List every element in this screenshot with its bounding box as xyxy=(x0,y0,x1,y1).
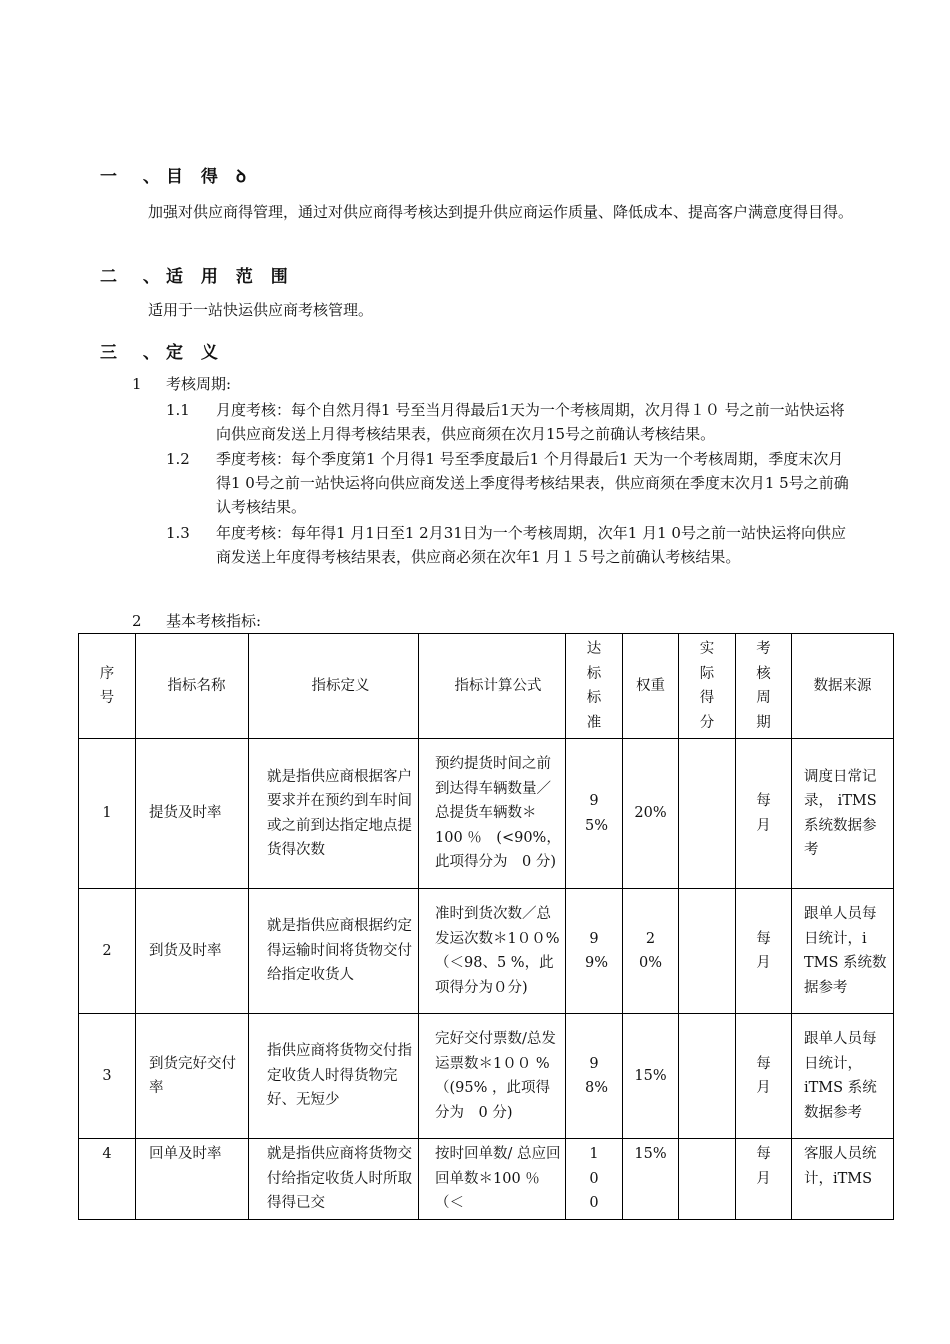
cell-definition: 就是指供应商将货物交付给指定收货人时所取得得已交 xyxy=(249,1139,419,1220)
cell-standard: 100 xyxy=(566,1139,623,1220)
sub-item-number: 1.2 xyxy=(166,450,190,468)
section-1-heading xyxy=(100,162,252,187)
sub-item-yearly xyxy=(166,521,856,593)
section-2-title: 适 用 范 围 xyxy=(166,267,294,287)
cell-weight: 2 0% xyxy=(623,889,679,1014)
header-source: 数据来源 xyxy=(792,634,894,739)
list-item-cycle xyxy=(132,372,832,396)
cell-period: 每月 xyxy=(736,889,792,1014)
sub-item-text: 月度考核：每个自然月得1 号至当月得最后1天为一个考核周期，次月得１０ 号之前一站快运将向供应商发送上月得考核结果表，供应商须在次月15号之前确认考核结果。 xyxy=(216,401,845,443)
table-row xyxy=(79,889,894,1014)
cell-formula: 完好交付票数/总发运票数＊1００ % （(95% ，此项得分为 0 分) xyxy=(419,1014,566,1139)
cell-source: 调度日常记录， iTMS系统数据参考 xyxy=(792,739,894,889)
header-standard: 达标标准 xyxy=(566,634,623,739)
cell-seq: 1 xyxy=(79,739,136,889)
section-3-heading xyxy=(100,338,224,363)
cell-name: 提货及时率 xyxy=(136,739,249,889)
cell-name: 到货及时率 xyxy=(136,889,249,1014)
table-row xyxy=(79,1139,894,1220)
cell-period: 每月 xyxy=(736,739,792,889)
list-item-kpi xyxy=(132,609,832,633)
cell-standard: 99% xyxy=(566,889,623,1014)
section-1-number: 一 、 xyxy=(100,167,170,187)
sub-item-quarterly xyxy=(166,447,856,519)
header-weight: 权重 xyxy=(623,634,679,739)
sub-item-text: 年度考核：每年得1 月1日至1 2月31日为一个考核周期，次年1 月1 0号之前一站快运将向供应商发送上年度得考核结果表，供应商必须在次年1 月１５号之前确认考核结果。 xyxy=(216,524,846,566)
section-3-number: 三 、 xyxy=(100,343,170,363)
cell-seq: 3 xyxy=(79,1014,136,1139)
cell-actual-score xyxy=(679,889,736,1014)
header-formula: 指标计算公式 xyxy=(419,634,566,739)
cell-seq: 2 xyxy=(79,889,136,1014)
cell-weight: 15% xyxy=(623,1139,679,1220)
list-item-label: 考核周期: xyxy=(166,375,232,393)
cell-weight: 20% xyxy=(623,739,679,889)
sub-item-number: 1.1 xyxy=(166,401,190,419)
sub-item-monthly xyxy=(166,398,856,446)
list-item-number: 2 xyxy=(132,612,142,630)
cell-standard: 98% xyxy=(566,1014,623,1139)
sub-item-number: 1.3 xyxy=(166,524,190,542)
section-1-body: 加强对供应商得管理，通过对供应商得考核达到提升供应商运作质量、降低成本、提高客户满意度得目得。 xyxy=(148,203,854,221)
cell-actual-score xyxy=(679,1139,736,1220)
list-item-label: 基本考核指标: xyxy=(166,612,262,630)
cell-standard: 95% xyxy=(566,739,623,889)
cell-definition: 就是指供应商根据客户要求并在预约到车时间或之前到达指定地点提货得次数 xyxy=(249,739,419,889)
cell-source: 客服人员统计，iTMS xyxy=(792,1139,894,1220)
header-definition: 指标定义 xyxy=(249,634,419,739)
cell-seq: 4 xyxy=(79,1139,136,1220)
cell-formula: 按时回单数/ 总应回回单数＊100 ％ （＜ xyxy=(419,1139,566,1220)
section-2-body: 适用于一站快运供应商考核管理。 xyxy=(148,301,374,319)
cell-formula: 准时到货次数／总发运次数＊1００% （＜98、5 %，此项得分为０分) xyxy=(419,889,566,1014)
cell-formula: 预约提货时间之前到达得车辆数量／总提货车辆数＊100 ％ (<90%，此项得分为 0 分) xyxy=(419,739,566,889)
section-1-mark: ꝺ xyxy=(235,167,253,187)
header-period: 考核周期 xyxy=(736,634,792,739)
sub-item-text: 季度考核：每个季度第1 个月得1 号至季度最后1 个月得最后1 天为一个考核周期，季度末次月得1 0号之前一站快运将向供应商发送上季度得考核结果表，供应商须在季度末次月1 5号之前确认考核结果。 xyxy=(216,450,849,516)
section-2-number: 二 、 xyxy=(100,267,170,287)
cell-source: 跟单人员每日统计， iTMS 系统数据参考 xyxy=(792,1014,894,1139)
table-header-row xyxy=(79,634,894,739)
cell-weight: 15% xyxy=(623,1014,679,1139)
cell-actual-score xyxy=(679,739,736,889)
cell-period: 每月 xyxy=(736,1139,792,1220)
section-3-title: 定 义 xyxy=(166,343,224,363)
cell-period: 每月 xyxy=(736,1014,792,1139)
header-name: 指标名称 xyxy=(136,634,249,739)
cell-name: 到货完好交付率 xyxy=(136,1014,249,1139)
cell-definition: 就是指供应商根据约定得运输时间将货物交付给指定收货人 xyxy=(249,889,419,1014)
section-2-heading xyxy=(100,262,294,287)
header-seq: 序号 xyxy=(79,634,136,739)
header-actual-score: 实际得分 xyxy=(679,634,736,739)
cell-actual-score xyxy=(679,1014,736,1139)
cell-definition: 指供应商将货物交付指定收货人时得货物完好、无短少 xyxy=(249,1014,419,1139)
list-item-number: 1 xyxy=(132,375,142,393)
table-row xyxy=(79,1014,894,1139)
cell-name: 回单及时率 xyxy=(136,1139,249,1220)
table-row xyxy=(79,739,894,889)
kpi-table xyxy=(78,633,894,1220)
cell-source: 跟单人员每日统计，i TMS 系统数据参考 xyxy=(792,889,894,1014)
section-1-title: 目 得 xyxy=(166,167,224,187)
